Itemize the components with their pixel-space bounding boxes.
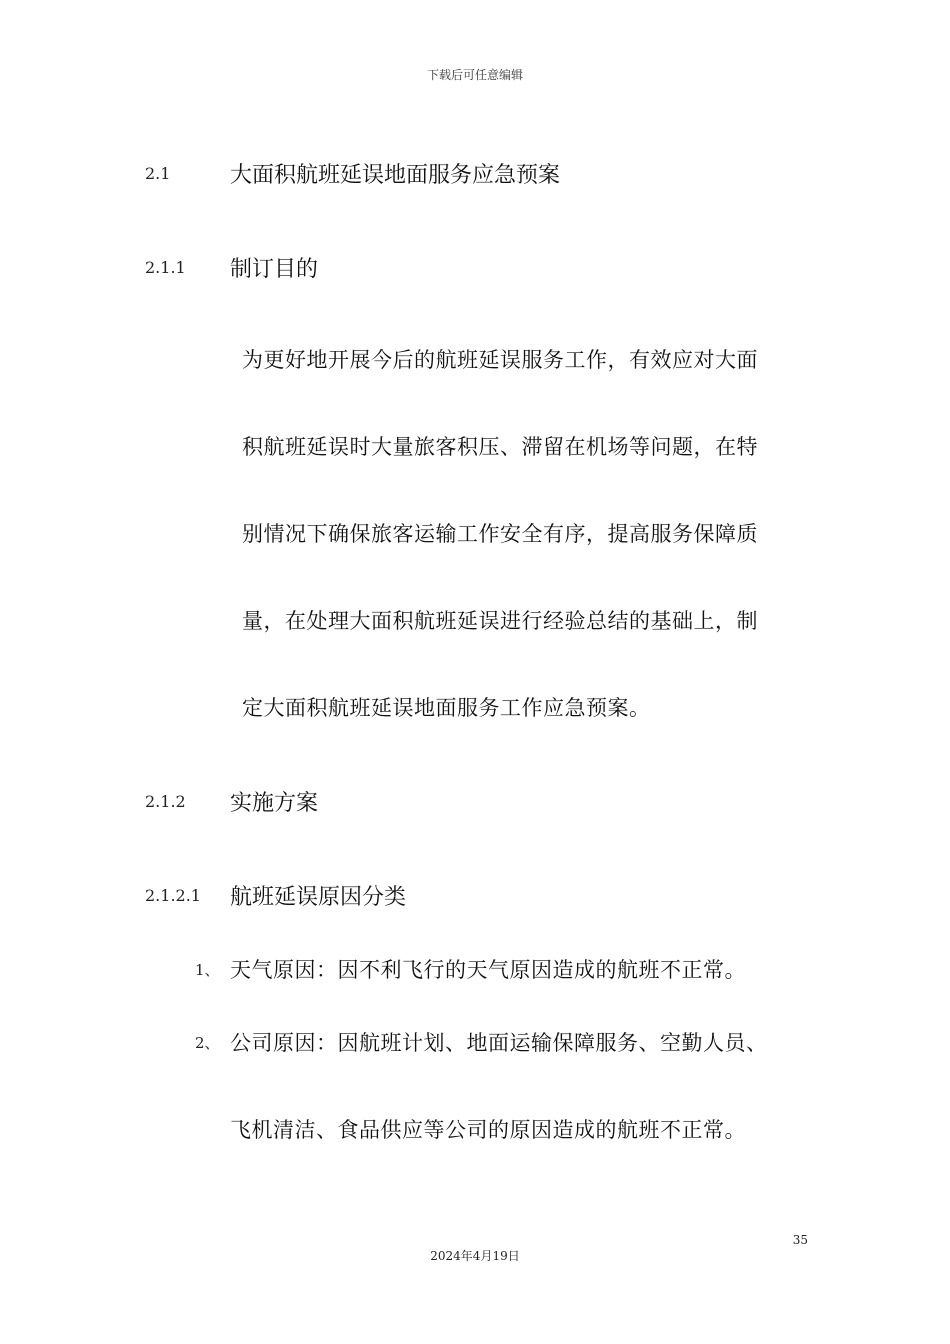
- section-title: 实施方案: [230, 791, 319, 816]
- section-2-1-2-1-heading: [145, 880, 406, 911]
- paragraph-line: 别情况下确保旅客运输工作安全有序，提高服务保障质: [242, 522, 758, 546]
- list-item-text: 天气原因：因不利飞行的天气原因造成的航班不正常。: [230, 958, 746, 982]
- section-title: 制订目的: [230, 257, 319, 282]
- paragraph-line: 定大面积航班延误地面服务工作应急预案。: [242, 696, 651, 720]
- section-2-1-heading: [145, 158, 560, 189]
- page-header-note: 下载后可任意编辑: [426, 68, 523, 82]
- footer-date: 2024年4月19日: [430, 1249, 520, 1263]
- paragraph-line: 积航班延误时大量旅客积压、滞留在机场等问题，在特: [242, 435, 758, 459]
- list-item: [195, 1027, 768, 1057]
- list-item-continuation: 飞机清洁、食品供应等公司的原因造成的航班不正常。: [230, 1118, 746, 1142]
- section-title: 大面积航班延误地面服务应急预案: [230, 163, 561, 188]
- page-number: 35: [792, 1233, 808, 1247]
- list-item-text: 公司原因：因航班计划、地面运输保障服务、空勤人员、: [230, 1031, 768, 1055]
- section-2-1-1-heading: [145, 252, 318, 283]
- list-marker: 2、: [195, 1033, 220, 1052]
- section-number: 2.1.1: [145, 258, 186, 277]
- section-title: 航班延误原因分类: [230, 885, 407, 910]
- section-number: 2.1.2: [145, 792, 186, 811]
- paragraph-line: 为更好地开展今后的航班延误服务工作，有效应对大面: [242, 348, 758, 372]
- section-number: 2.1: [145, 164, 171, 183]
- list-item: [195, 954, 746, 984]
- section-2-1-2-heading: [145, 786, 318, 817]
- paragraph-line: 量，在处理大面积航班延误进行经验总结的基础上，制: [242, 609, 758, 633]
- section-number: 2.1.2.1: [145, 886, 201, 905]
- list-marker: 1、: [195, 960, 220, 979]
